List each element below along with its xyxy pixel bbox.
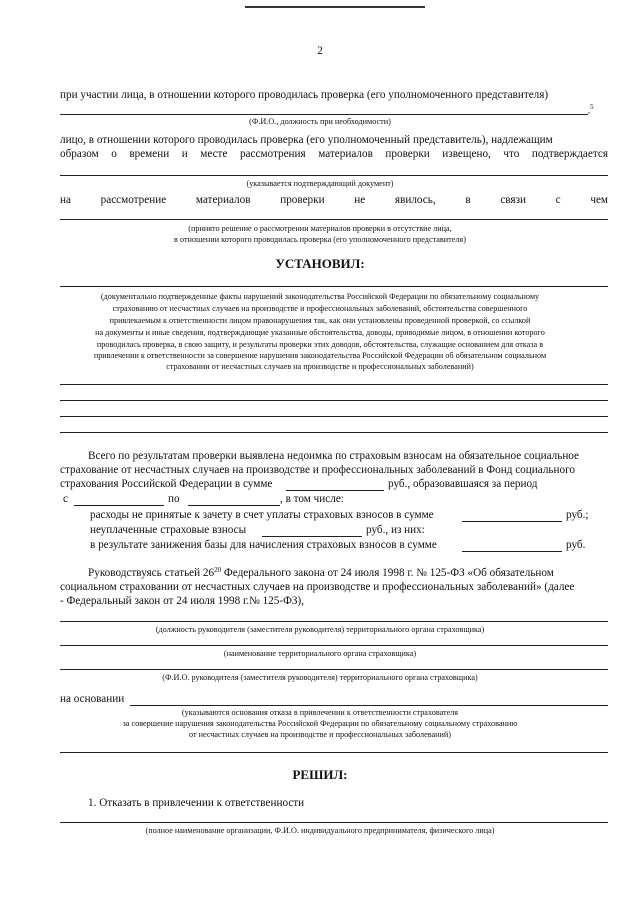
- position-field: [60, 621, 608, 622]
- basis-caption-1: (указываются основания отказа в привлечении к ответственности страхователя: [181, 708, 459, 717]
- blank-line: [60, 384, 608, 385]
- arrears-line-3b: руб., образовавшаяся за период: [388, 478, 538, 490]
- word: с: [555, 194, 561, 206]
- word: о: [111, 148, 117, 160]
- word: материалов: [318, 148, 373, 160]
- word: подтверждается: [531, 148, 608, 160]
- including-label: , в том числе:: [280, 493, 344, 505]
- fio-caption: (Ф.И.О., должность при необходимости): [249, 117, 391, 126]
- blank-line: [60, 400, 608, 401]
- understated-label: в результате занижения базы для начисления страховых взносов в сумме: [90, 539, 437, 551]
- arrears-line-3a: страхования Российской Федерации в сумме: [60, 478, 273, 490]
- period-to-label: по: [168, 493, 180, 505]
- blank-line: [60, 416, 608, 417]
- basis-label: на основании: [60, 693, 125, 705]
- word: в: [465, 194, 471, 206]
- period-to-field: [188, 505, 280, 506]
- word: проверки: [280, 194, 325, 206]
- word: материалов: [195, 194, 251, 206]
- word: образом: [60, 148, 99, 160]
- document-caption: (указывается подтверждающий документ): [246, 179, 394, 188]
- period-from-field: [74, 505, 164, 506]
- word: времени: [129, 148, 170, 160]
- head-fio-field: [60, 669, 608, 670]
- arrears-line-1: Всего по результатам проверки выявлена недоимка по страховым взносам на обязательное социальное: [88, 450, 580, 462]
- understated-unit: руб.: [566, 539, 586, 551]
- heading-established: УСТАНОВИЛ:: [275, 256, 365, 271]
- document-fill-line: [60, 175, 608, 176]
- absence-fill-line: [60, 219, 608, 220]
- established-caption-1: (документально подтвержденные факты нарушений законодательства Российской Федерации по обязательному социальному: [100, 292, 540, 301]
- established-caption-7: страховании от несчастных случаев на производстве и профессиональных заболеваний): [166, 362, 474, 371]
- decision-fill-line: [60, 822, 608, 823]
- absence-line: [60, 194, 608, 206]
- body-name-caption: (наименование территориального органа страховщика): [223, 649, 417, 658]
- position-caption: (должность руководителя (заместителя руководителя) территориального органа страховщика): [155, 625, 485, 634]
- basis-caption-2: за совершение нарушения законодательства Российской Федерации по обязательному социальному страхованию: [122, 719, 518, 728]
- word: месте: [200, 148, 228, 160]
- footnote-marker: ,5: [588, 103, 594, 115]
- guided-line-3: - Федеральный закон от 24 июля 1998 г.№ 125-ФЗ),: [60, 595, 305, 607]
- word: чем: [590, 194, 608, 206]
- participant-fill-line: [60, 114, 588, 115]
- basis-caption-3: от несчастных случаев на производстве и профессиональных заболеваний): [188, 730, 451, 739]
- guided-line-2: социальном страховании от несчастных случаев на производстве и профессиональных заболеваний» (далее: [60, 581, 575, 593]
- word: проверки: [385, 148, 430, 160]
- decision-item-1: 1. Отказать в привлечении к ответственности: [88, 797, 305, 809]
- notice-line: [60, 148, 608, 160]
- guided-text: Федерального закона от 24 июля 1998 г. № 125-ФЗ «Об обязательном: [221, 567, 554, 579]
- established-caption-6: привлечении к ответственности за совершение нарушения законодательства Российской Федерации об обязательном социальном: [93, 351, 547, 360]
- absence-caption-2: в отношении которого проводилась проверка (его уполномоченного представителя): [174, 235, 466, 244]
- guided-text: Руководствуясь статьей 26: [88, 567, 215, 579]
- heading-decided: РЕШИЛ:: [292, 767, 348, 782]
- established-caption-2: страхованию от несчастных случаев на производстве и профессиональных заболеваний, обстоятельства совершенного: [112, 304, 528, 313]
- word: на: [60, 194, 71, 206]
- period-from-label: с: [63, 493, 68, 505]
- person-line: лицо, в отношении которого проводилась проверка (его уполномоченный представитель), надлежащим: [60, 134, 553, 146]
- word: и: [181, 148, 188, 160]
- expenses-label: расходы не принятые к зачету в счет уплаты страховых взносов в сумме: [90, 509, 434, 521]
- body-name-field: [60, 645, 608, 646]
- blank-line: [60, 432, 608, 433]
- basis-fill-line: [60, 752, 608, 753]
- word: что: [503, 148, 520, 160]
- unpaid-field: [262, 536, 362, 537]
- page-number: 2: [317, 45, 323, 57]
- word: связи: [500, 194, 526, 206]
- word: извещено,: [442, 148, 491, 160]
- expenses-unit: руб.;: [566, 509, 589, 521]
- article-superscript: 20: [214, 566, 222, 574]
- guided-line-1: [88, 567, 554, 579]
- decision-caption: (полное наименование организации, Ф.И.О. индивидуального предпринимателя, физического лица): [145, 826, 495, 835]
- established-fill-line: [60, 286, 608, 287]
- word: явилось,: [394, 194, 436, 206]
- established-caption-5: проводилась проверка, в свою защиту, и результаты проверки этих доводов, обстоятельства, служащие основанием для отказа в: [96, 340, 544, 349]
- head-fio-caption: (Ф.И.О. руководителя (заместителя руководителя) территориального органа страховщика): [162, 673, 478, 682]
- top-border: [245, 6, 425, 8]
- established-caption-3: привлекаемым к ответственности лицом правонарушения так, как они установлены проведенной проверкой, со ссылкой: [109, 316, 531, 325]
- understated-field: [462, 551, 562, 552]
- established-caption-4: на документы и иные сведения, подтверждающие указанные обстоятельства, доводы, приводимые лицом, в отношении которого: [95, 328, 545, 337]
- unpaid-label: неуплаченные страховые взносы: [90, 524, 247, 536]
- arrears-line-2: страхование от несчастных случаев на производстве и профессиональных заболеваний в Фонд социального: [60, 464, 575, 476]
- word: рассмотрения: [239, 148, 306, 160]
- basis-field: [130, 705, 608, 706]
- absence-caption-1: (принято решение о рассмотрении материалов проверки в отсутствие лица,: [188, 224, 452, 233]
- word: не: [354, 194, 366, 206]
- footnote-number: 5: [590, 103, 594, 111]
- participant-line: при участии лица, в отношении которого проводилась проверка (его уполномоченного представителя): [60, 89, 549, 101]
- unpaid-unit: руб., из них:: [366, 524, 425, 536]
- arrears-sum-field: [286, 490, 384, 491]
- word: рассмотрение: [100, 194, 167, 206]
- expenses-field: [462, 521, 562, 522]
